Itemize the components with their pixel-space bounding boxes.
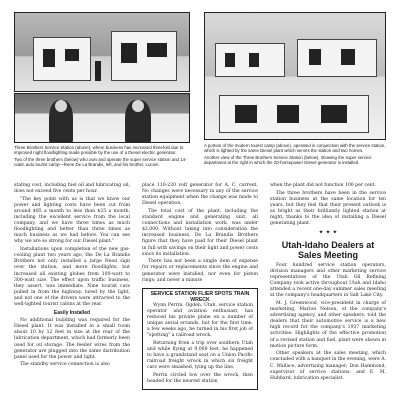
paragraph: Other speakers at the sales meeting, which concluded with a banquet in the evening, were A. C. Wallace, advertising manager; Don Hammond, supervisor of service stations; and E. M. Hubbard, lubrication specialist. — [270, 351, 386, 381]
paragraph: stating cost, including fuel oil and lubricating oil, does not exceed five cents per hour. — [14, 183, 130, 195]
paragraph: Perrin circled low over the wreck, then headed for the nearest station — [147, 372, 253, 384]
paragraph: There has not been a single item of expense for repairs or replacements since the engine and generator were installed, nor even for piston rings; and never a minute — [142, 259, 258, 283]
paragraph: Four hundred service station operators, division managers and other marketing service representatives of the Utah Oil Refining Company took active throughout Utah and Idaho attended a recent one-day summer sales meeting at the company's headquarters in Salt Lake City. — [270, 262, 386, 299]
paragraph: Installations upon completion of the new gas-cooling plant two years ago, the De La Brandis Brothers not only installed a large Neon sign over the station, and more floodlights, but increased all existing globes from 100-watt to 300-watt size. The effect upon traffic business, they assert, was immediate. Nine tourist cars pulled in from the highway, lured by the light, and not one of the drivers were attracted to the well-lighted tourist cabins at the rear. — [14, 247, 130, 307]
brothers-photo — [14, 93, 190, 143]
ornament-divider: ✦ ✦ ✦ — [318, 228, 338, 236]
paragraph: The standby service connection is also — [20, 362, 110, 368]
paragraph: when the plant did not function 100 per cent. — [270, 183, 377, 188]
article-headline: Utah-Idaho Dealers at Sales Meeting — [281, 239, 375, 260]
paragraph: The three brothers have been in the service station business at the same location for ten years, but they feel that their present outlook is as bright as their brilliantly lighted station at night, thanks to the idea of installing a Diesel generating plant. — [270, 190, 386, 227]
tourist-camp-photo — [204, 12, 386, 140]
article-column-2 — [142, 183, 258, 390]
article-column-1 — [14, 183, 130, 370]
caption-station-view: Another view of the Three Brothers Service Station (below), showing the super service department at the right in which the 20-horsepower Diesel generator is installed. — [204, 154, 372, 166]
box-title: SERVICE STATION FLIER SPOTS TRAIN WRECK — [150, 290, 250, 303]
sidebar-box — [142, 288, 258, 390]
article-column-3 — [270, 183, 386, 383]
paragraph: place 110-220 volt generator for A. C. current. No changes were necessary in any of the service station equipment when the change was made to Diesel operation. — [142, 183, 258, 207]
photo-caption-right — [204, 143, 386, 166]
service-station-photo — [14, 12, 190, 92]
paragraph: M. J. Greenwood, vice-president in charge of marketing, Marion Nelson, of the company's advertising agency, and other speakers, told the dealers that their automotive service is a new high record for the company's 1937 marketing activities. Highlights of the effective promotion of a revised station and fuel, plant were shown in motion picture form. — [270, 301, 386, 349]
caption-station: Three Brothers Service Station (above), where business has increased threefold due to improved night floodlighting made possible by the use of a Diesel electric generator. — [14, 145, 184, 156]
subheading: Easily Installed — [53, 310, 91, 317]
paragraph: No additional building was required for the Diesel plant. It was installed in a small room about 10 by 12 feet in size at the rear of the lubrication department, which had formerly been used for oil storage. The feeder wires from the generator are plugged into the same distribution panel used for the power and light. — [14, 318, 130, 360]
paragraph: Wynn Perrin, Ogden, Utah, service station operator and aviation enthusiast, has reduced his private plane on a number of unique aerial errands, but for the first time, a few weeks ago, he turned in his first job of "spotting" a railroad wreck. — [147, 302, 253, 339]
paragraph: "The key point with us is that we know our power and lighting costs have been cut from around $85 a month to less than $25 a month, including the excellent service from the local company, and we have three times as much floodlighting and better than three times as much business as we had before. You can see why we are so strong for our Diesel plant." — [14, 196, 130, 245]
paragraph: The total cost of the plant, including the standard engine and generating unit, all connections and installation work, was under $2,000. Without taking into consideration the increased business, De La Brandis Brothers figure that they have paid for their Diesel plant in full with savings on their light and power costs since its installation. — [142, 208, 258, 257]
photo-caption-left — [14, 145, 190, 168]
caption-brothers: Two of the three brothers (below) who own and operate the super service station and 14-cabin auto tourist camp—Rene De La Brandis, left, and his brother, Lucien. — [14, 156, 187, 168]
caption-camp: A portion of the modern tourist camp (above), operated in conjunction with the service station, which is lighted by the same Diesel plant which serves the station and two homes. — [204, 143, 386, 154]
paragraph: Returning from a trip over southern Utah and while flying at 9,000 feet, he happened to have a grandstand seat on a Union Pacific railroad freight wreck in which six freight cars were smashed, tying up the line. — [147, 340, 253, 371]
